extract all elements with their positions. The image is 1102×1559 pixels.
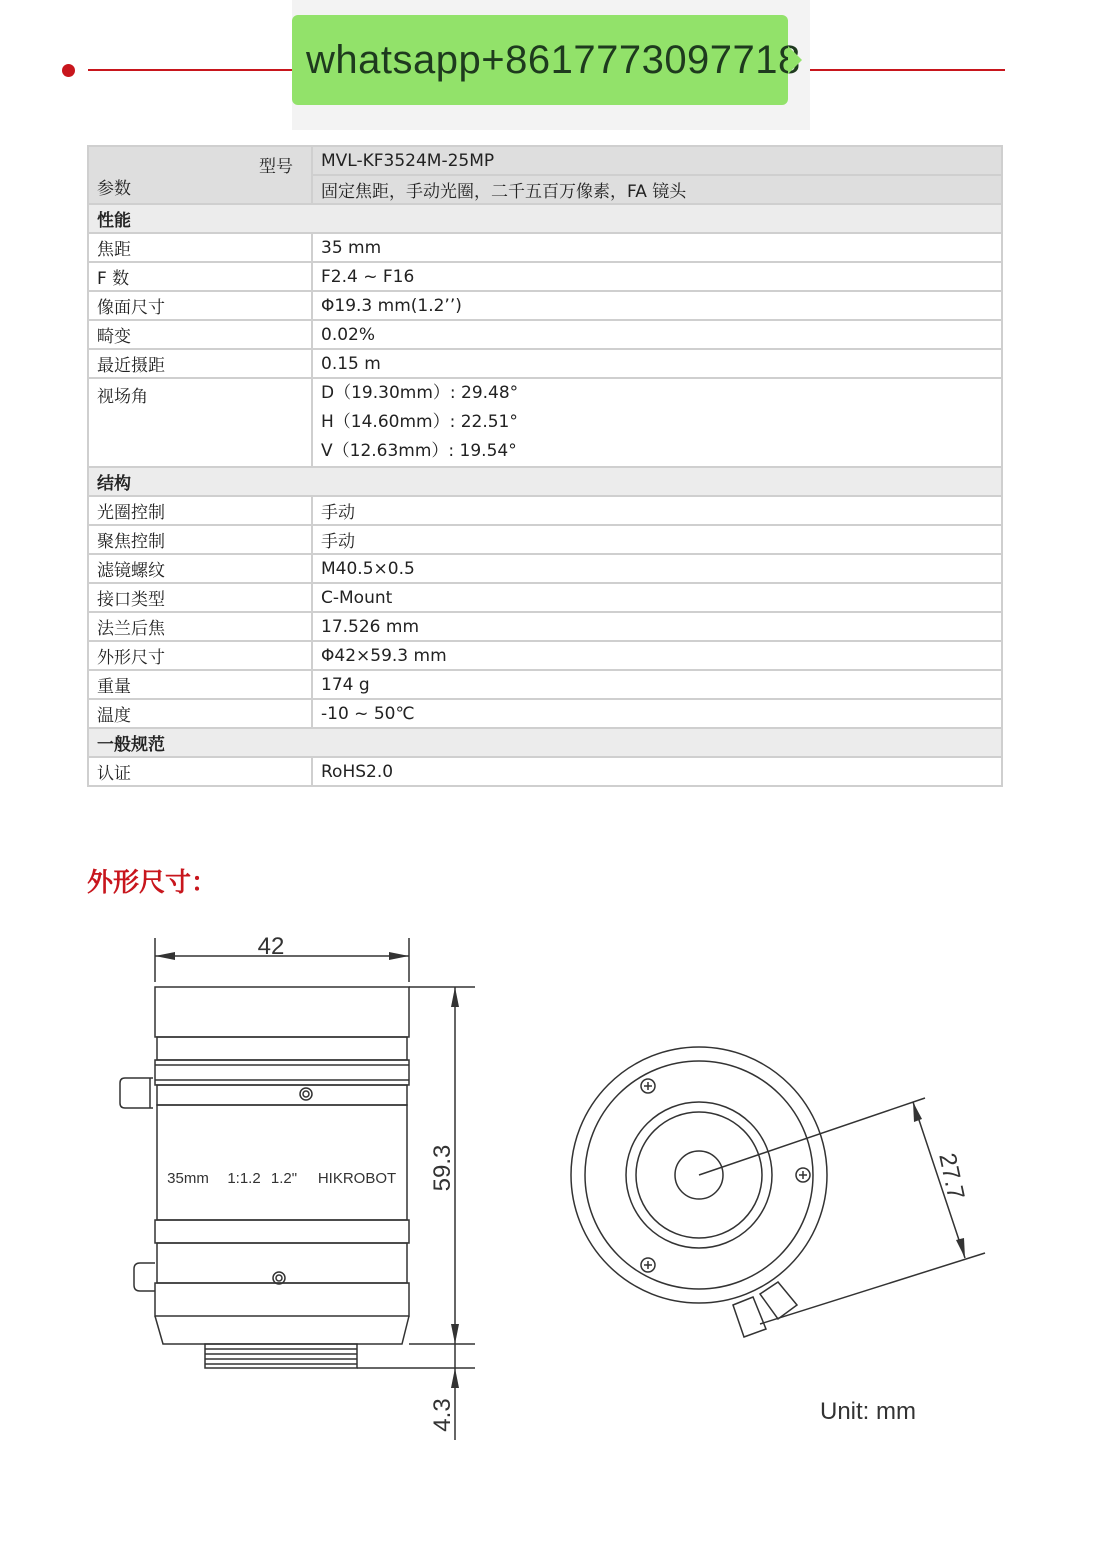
model-value: MVL-KF3524M-25MP (312, 146, 1002, 175)
spec-value: Φ19.3 mm(1.2’’) (312, 291, 1002, 320)
lens-brand-text: HIKROBOT (317, 1170, 397, 1187)
section-title: 一般规范 (88, 728, 1002, 757)
spec-value: -10 ~ 50℃ (312, 699, 1002, 728)
spec-key: F 数 (88, 262, 312, 291)
spec-value: C-Mount (312, 583, 1002, 612)
spec-key: 认证 (88, 757, 312, 786)
lens-side-view (120, 987, 409, 1368)
header-dot (62, 64, 75, 77)
spec-key: 法兰后焦 (88, 612, 312, 641)
table-row (88, 349, 1002, 378)
height-dim-label: 59.3 (429, 1144, 456, 1192)
diameter-dim-label: 27.7 (933, 1150, 970, 1203)
fov-line: V（12.63mm）: 19.54° (321, 441, 517, 461)
spec-key: 温度 (88, 699, 312, 728)
table-row (88, 320, 1002, 349)
section-header-row (88, 467, 1002, 496)
header-diagonal-cell (88, 146, 312, 204)
spec-value: 手动 (312, 496, 1002, 525)
table-header-row (88, 146, 1002, 175)
spec-key: 重量 (88, 670, 312, 699)
section-title: 性能 (88, 204, 1002, 233)
whatsapp-banner: whatsapp+8617773097718 (292, 15, 788, 105)
table-row (88, 262, 1002, 291)
spec-key: 滤镜螺纹 (88, 554, 312, 583)
spec-key: 外形尺寸 (88, 641, 312, 670)
spec-value: M40.5×0.5 (312, 554, 1002, 583)
table-row (88, 641, 1002, 670)
flange-dim-label: 4.3 (429, 1398, 456, 1432)
param-label: 参数 (97, 179, 131, 199)
table-row (88, 670, 1002, 699)
table-row (88, 757, 1002, 786)
lens-format-text: 1.2" (270, 1170, 298, 1187)
table-row (88, 699, 1002, 728)
section-header-row (88, 728, 1002, 757)
unit-label: Unit: mm (820, 1398, 916, 1425)
banner-pointer (788, 46, 802, 74)
spec-value: 0.02% (312, 320, 1002, 349)
table-row (88, 525, 1002, 554)
height-dimension (357, 987, 475, 1440)
spec-value: 17.526 mm (312, 612, 1002, 641)
spec-key: 像面尺寸 (88, 291, 312, 320)
lens-drawing (0, 920, 1102, 1460)
spec-table (87, 145, 1003, 787)
spec-key: 聚焦控制 (88, 525, 312, 554)
spec-value: Φ42×59.3 mm (312, 641, 1002, 670)
fov-line: H（14.60mm）: 22.51° (321, 412, 518, 432)
spec-key: 最近摄距 (88, 349, 312, 378)
spec-value (312, 378, 1002, 467)
table-row (88, 554, 1002, 583)
spec-value: RoHS2.0 (312, 757, 1002, 786)
table-row (88, 496, 1002, 525)
model-description: 固定焦距，手动光圈，二千五百万像素，FA 镜头 (312, 175, 1002, 204)
width-dimension (155, 933, 409, 982)
spec-value: 174 g (312, 670, 1002, 699)
width-dim-label: 42 (257, 933, 285, 960)
spec-value: F2.4 ~ F16 (312, 262, 1002, 291)
spec-key: 光圈控制 (88, 496, 312, 525)
spec-value: 手动 (312, 525, 1002, 554)
dimensions-title: 外形尺寸： (87, 868, 218, 898)
spec-key: 畸变 (88, 320, 312, 349)
spec-value: 35 mm (312, 233, 1002, 262)
table-row (88, 378, 1002, 467)
table-row (88, 583, 1002, 612)
fov-line: D（19.30mm）: 29.48° (321, 383, 519, 403)
lens-ratio-text: 1:1.2 (227, 1170, 261, 1187)
table-row (88, 233, 1002, 262)
lens-front-view (571, 1047, 985, 1337)
model-label: 型号 (259, 157, 293, 177)
lens-focal-text: 35mm (167, 1170, 209, 1187)
spec-key: 焦距 (88, 233, 312, 262)
table-row (88, 291, 1002, 320)
header-line-left (88, 69, 293, 71)
spec-key: 接口类型 (88, 583, 312, 612)
section-title: 结构 (88, 467, 1002, 496)
section-header-row (88, 204, 1002, 233)
table-row (88, 612, 1002, 641)
header-line-right (810, 69, 1005, 71)
spec-value: 0.15 m (312, 349, 1002, 378)
spec-key: 视场角 (88, 378, 312, 467)
